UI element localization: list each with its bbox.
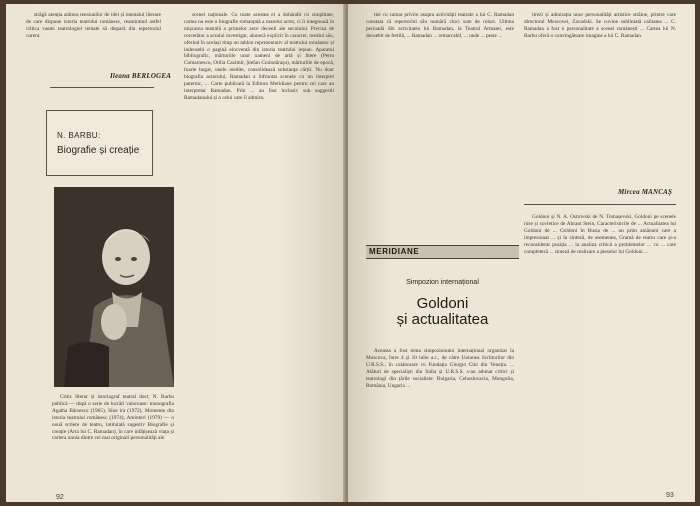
paragraph: scenei naționale. Cu toate acestea el a dobândit cu simplitate, cartea nu este o biografie romanțată a marelui actor, ci îi integrează în mișcarea teatrală a primelor zece decenii ale secolului. Preciza de cercetător a actului investigat, alunecă explicit în caracter, mediul său, oferind în același timp un tablou reprezentativ al teatrului românesc și indeosebi o pagină elocventă din istoria teatrului ieșean. Aparatul bibliografic, mărturiile unor oameni de artă și litere (Petru Comarnescu, Otilia Cazimir, Ștefan Ciobotărașu), mărturiile de epocă, foarte bogat, unele inedite, consolidează substanța cărții. Nu doar biografia actorului, Ramadan a înfruntat scenele cu un interpret puternic, ... Carte publicată la Editura Meridiane pentru cei care au interpretat Ramadan. Prin ... au fost inclusiv sub suggestii Ramadanului și a celui care îl admira.	[184, 12, 334, 101]
review-body-text	[52, 394, 174, 489]
article-body-text	[366, 348, 514, 496]
divider	[50, 87, 154, 88]
author-signature: Mircea MANCAȘ	[618, 188, 673, 196]
paragraph: Aceasta a fost tema simpozionului internațional organizat la Moscova, între 4 și 10 iulie a.c., de către Uniunea Scriitorilor din U.R.S.S., în colaborare cu Fundația Giorgio Cini din Veneția. ... Alături de specialiști din Italia și U.R.S.S. s-au adunat critici și teatrologi din țările socialiste: Bulgaria, Cehoslovacia, Mongolia, România, Ungaria ...	[366, 348, 514, 389]
paragraph: tiei cu sumar privire asupra activității teatrale a lui C. Ramadan constata că repertoriul său numără cinci sute de roluri. Ultima perioadă din activitatea lui Ramadan, la Teatrul Armatei, este deosebit de fertilă, ... Ramadan ... remarcabil, ... unde ... peste ...	[366, 12, 514, 39]
paragraph: străgă atenția atâtora tensiunilor de idei și mentalul literare de care dispune istoria teatrului românesc, reamintind astfel critica vastei teatrologiei tentate să dispară din repertoriul curent.	[26, 12, 161, 39]
author-signature: Ileana BERLOGEA	[110, 72, 172, 80]
paragraph: Goldoni și N. A. Ostrovski de N. Tomașevski, Goldoni pe scenele ruse și sovietice de Abram Stein, Caracteristicile de ... Actualitatea lui Goldoni de ... Goldoni în Rusia de ... un prim amănunt care a impresionat ... și în sinteză, de asemenea, Gramă de teatru care și-a reconsiderat poziția ... la analiza critică a problemelor ... cu ... care completeză ... sinteză de realizare a pieselor lui Goldoni ...	[524, 214, 676, 255]
review-author: N. BARBU:	[57, 131, 101, 140]
article-body-text-2	[524, 214, 676, 492]
review-conclusion-text	[366, 12, 514, 237]
page-number: 93	[666, 492, 674, 499]
review-title-box	[46, 110, 153, 176]
article-subhead: Simpozion internațional	[406, 279, 479, 286]
paragraph: Critic literar și istoriograf teatral doct, N. Barbu publică — după o serie de lucrări valoroase: monografia Agatha Bârsescu (1965), Sine ira (1972), Momente din istoria teatrului românesc (1974), Aminteri (1979) — o nouă scriere de teatru, intitulată sugestiv Biografie și creație (Arta lui C. Ramadan), în care infățișează viața și cariera unuia dintre cei mai originali personalități ale	[52, 394, 174, 442]
headline-line-2: și actualitatea	[396, 311, 489, 328]
divider	[524, 204, 676, 205]
review-conclusion-text-2	[524, 12, 676, 202]
page-number: 92	[56, 494, 64, 501]
right-page	[348, 4, 695, 502]
article-ending-text	[26, 12, 161, 72]
left-page	[6, 4, 345, 502]
review-title: Biografie și creație	[57, 145, 140, 156]
review-continued-text	[184, 12, 334, 478]
article-headline	[366, 296, 519, 328]
portrait-illustration	[54, 187, 174, 387]
section-label: MERIDIANE	[366, 245, 519, 259]
actor-portrait-photo	[54, 187, 174, 387]
paragraph: tirezi și admirația unor personalități artistice străine, printre care directorul Moscovei, Zavadski. Se cuvine subliniată calitatea ... C. Ramadan a fost o personalitate a scenei românești ... Cartea lui N. Barbu oferă o convingătoare imagine a lui C. Ramadan.	[524, 12, 676, 39]
headline-line-1: Goldoni	[416, 295, 469, 312]
